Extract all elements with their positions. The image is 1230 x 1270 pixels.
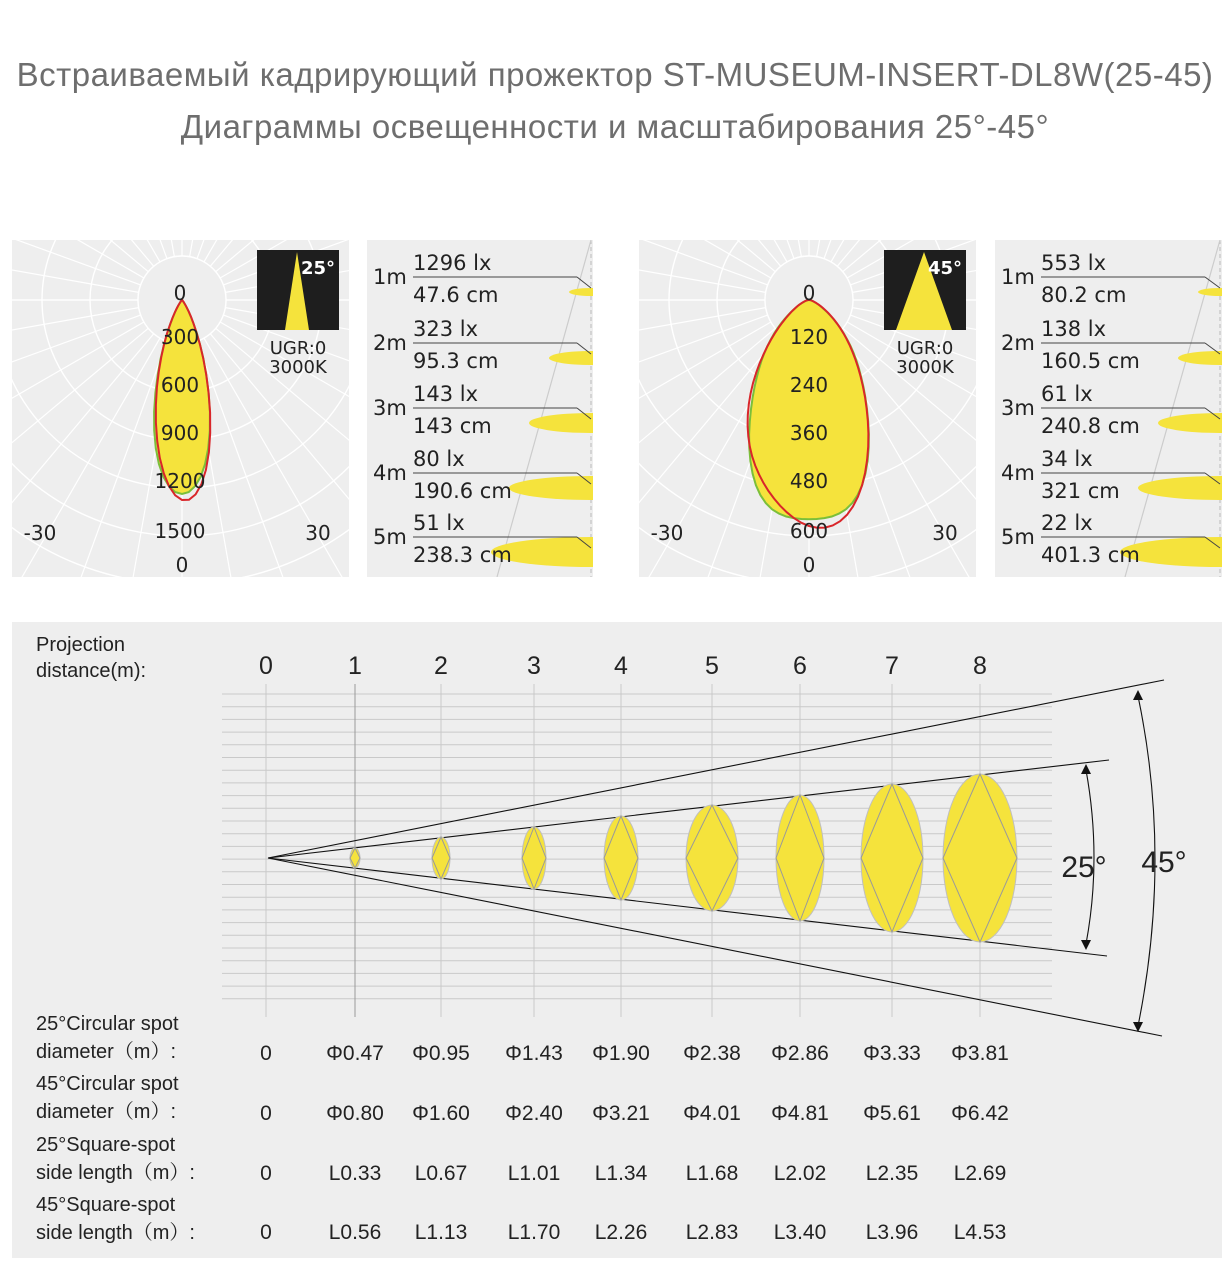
lux-value: 34 lx (1041, 447, 1093, 471)
row-value: L2.83 (685, 1221, 739, 1244)
spot-ellipse (1198, 288, 1222, 296)
distance-value: 0 (259, 652, 273, 680)
diameter-value: 238.3 cm (413, 543, 512, 567)
spot-ellipse (1178, 351, 1222, 365)
polar-spoke (639, 315, 768, 413)
diameter-value: 143 cm (413, 414, 492, 438)
distance-label: 1m (1001, 265, 1035, 289)
row-value: Φ2.86 (771, 1042, 829, 1065)
polar-spoke (639, 240, 775, 272)
polar-spoke (639, 240, 768, 285)
row-label-2: side length（m）: (36, 1162, 195, 1184)
circular-spot (776, 795, 824, 921)
distance-value: 2 (434, 652, 448, 680)
row-value: L2.26 (594, 1221, 648, 1244)
row-value: L2.35 (865, 1162, 919, 1185)
row-value: Φ3.33 (863, 1042, 921, 1065)
row-value: Φ0.95 (412, 1042, 470, 1065)
row-value: 0 (260, 1162, 272, 1185)
lux-value: 143 lx (413, 382, 479, 406)
distance-label: 3m (373, 396, 407, 420)
polar-spoke (12, 240, 148, 272)
ugr-label: UGR:0 (896, 338, 954, 359)
polar-spoke (12, 334, 154, 553)
polar-spoke (639, 240, 781, 266)
circular-spot (350, 848, 360, 868)
polar-spoke (12, 328, 148, 512)
row-label-1: 45°Square-spot (36, 1194, 176, 1216)
row-value: 0 (260, 1042, 272, 1065)
ring-label: 1200 (154, 469, 206, 493)
polar-spoke (12, 315, 141, 413)
diameter-value: 80.2 cm (1041, 283, 1127, 307)
circular-spot (432, 837, 450, 879)
polar-spoke (639, 308, 766, 358)
polar-chart-25 (12, 240, 349, 577)
row-value: L1.34 (594, 1162, 648, 1185)
circular-spot (604, 816, 638, 900)
distance-value: 7 (885, 652, 899, 680)
distance-label: 4m (373, 461, 407, 485)
diameter-value: 47.6 cm (413, 283, 499, 307)
row-value: 0 (260, 1102, 272, 1125)
row-value: Φ4.01 (683, 1102, 741, 1125)
angle-label-right: 30 (932, 521, 958, 545)
row-label-2: side length（m）: (36, 1222, 195, 1244)
row-value: L2.02 (773, 1162, 827, 1185)
lux-value: 22 lx (1041, 511, 1093, 535)
ring-label: 480 (789, 469, 829, 493)
row-value: Φ6.42 (951, 1102, 1009, 1125)
ring-label: 600 (789, 519, 829, 543)
arrow-25-bottom (1081, 940, 1091, 950)
row-value: Φ2.38 (683, 1042, 741, 1065)
lux-value: 1296 lx (413, 251, 492, 275)
cct-label: 3000K (896, 357, 954, 378)
ring-label: 360 (789, 421, 829, 445)
distance-value: 6 (793, 652, 807, 680)
row-value: Φ1.60 (412, 1102, 470, 1125)
distance-label: 2m (373, 331, 407, 355)
distance-value: 4 (614, 652, 628, 680)
distance-label: 4m (1001, 461, 1035, 485)
distance-value: 1 (348, 652, 362, 680)
diameter-value: 160.5 cm (1041, 349, 1140, 373)
row-value: Φ1.43 (505, 1042, 563, 1065)
polar-spoke (17, 240, 160, 262)
row-value: 0 (260, 1221, 272, 1244)
diameter-value: 95.3 cm (413, 349, 499, 373)
circular-spot (522, 827, 546, 889)
diameter-value: 240.8 cm (1041, 414, 1140, 438)
row-label-1: 45°Circular spot (36, 1073, 179, 1095)
angle-label-45: 45° (1141, 846, 1187, 879)
distance-label: 5m (373, 525, 407, 549)
ring-label: 120 (789, 325, 829, 349)
row-label-2: diameter（m）: (36, 1101, 177, 1123)
page-title: Встраиваемый кадрирующий прожектор ST-MUSEUM-INSERT-DL8W(25-45) (16, 56, 1214, 93)
distance-label: 2m (1001, 331, 1035, 355)
row-value: L1.01 (507, 1162, 561, 1185)
row-value: L4.53 (953, 1221, 1007, 1244)
lux-value: 80 lx (413, 447, 465, 471)
diameter-value: 401.3 cm (1041, 543, 1140, 567)
illuminance-chart-45 (995, 240, 1222, 577)
angle-label-right: 30 (305, 521, 331, 545)
beam-angle-icon (257, 250, 339, 330)
distance-header-1: Projection (36, 634, 125, 656)
illuminance-table-45 (995, 240, 1222, 577)
lux-value: 138 lx (1041, 317, 1107, 341)
distance-header-2: distance(m): (36, 660, 147, 682)
row-value: L1.13 (414, 1221, 468, 1244)
bottom-zero-label: 0 (802, 553, 816, 577)
polar-diagram-45 (639, 240, 976, 577)
spot-ellipse (1158, 413, 1222, 433)
beam-angle-icon (884, 250, 966, 330)
polar-spoke (12, 243, 139, 293)
ring-label: 240 (789, 373, 829, 397)
beam-angle-label: 25° (300, 258, 335, 279)
row-value: L1.68 (685, 1162, 739, 1185)
page-subtitle: Диаграммы освещенности и масштабирования 25°-45° (180, 108, 1050, 145)
row-value: L3.96 (865, 1221, 919, 1244)
illuminance-chart-25 (367, 240, 593, 577)
distance-value: 8 (973, 652, 987, 680)
polar-spoke (12, 240, 141, 285)
arrow-25-top (1081, 764, 1091, 774)
row-value: L3.40 (773, 1221, 827, 1244)
arrow-45-top (1133, 690, 1143, 700)
row-value: L2.69 (953, 1162, 1007, 1185)
ugr-label: UGR:0 (269, 338, 327, 359)
circular-spot (861, 784, 923, 932)
row-value: Φ1.90 (592, 1042, 650, 1065)
ring-label: 0 (802, 281, 816, 305)
polar-spoke (12, 308, 139, 358)
row-label-1: 25°Square-spot (36, 1134, 176, 1156)
polar-spoke (125, 240, 175, 257)
zoom-diagram (12, 622, 1222, 1258)
row-value: Φ4.81 (771, 1102, 829, 1125)
polar-spoke (639, 243, 766, 293)
distance-label: 3m (1001, 396, 1035, 420)
zoom-chart (12, 622, 1222, 1258)
lux-value: 323 lx (413, 317, 479, 341)
lux-value: 553 lx (1041, 251, 1107, 275)
distance-label: 5m (1001, 525, 1035, 549)
row-value: Φ0.80 (326, 1102, 384, 1125)
diameter-value: 190.6 cm (413, 479, 512, 503)
row-value: L0.67 (414, 1162, 468, 1185)
ring-label: 900 (160, 421, 200, 445)
row-value: Φ3.21 (592, 1102, 650, 1125)
polar-spoke (817, 240, 867, 257)
lux-value: 61 lx (1041, 382, 1093, 406)
beam-angle-label: 45° (927, 258, 962, 279)
row-value: Φ0.47 (326, 1042, 384, 1065)
row-value: L1.70 (507, 1221, 561, 1244)
distance-label: 1m (373, 265, 407, 289)
row-value: Φ3.81 (951, 1042, 1009, 1065)
distance-value: 5 (705, 652, 719, 680)
spot-ellipse (509, 476, 593, 500)
bottom-zero-label: 0 (175, 553, 189, 577)
row-label-1: 25°Circular spot (36, 1013, 179, 1035)
row-label-2: diameter（m）: (36, 1041, 177, 1063)
row-value: L0.56 (328, 1221, 382, 1244)
polar-diagram-25 (12, 240, 349, 577)
spot-ellipse (569, 288, 593, 296)
polar-spoke (644, 240, 787, 262)
row-value: Φ2.40 (505, 1102, 563, 1125)
polar-spoke (12, 240, 154, 266)
distance-value: 3 (527, 652, 541, 680)
ring-label: 600 (160, 373, 200, 397)
ring-label: 1500 (154, 519, 206, 543)
polar-spoke (190, 240, 240, 257)
angle-label-25: 25° (1061, 851, 1107, 884)
diameter-value: 321 cm (1041, 479, 1120, 503)
illuminance-table-25 (367, 240, 593, 577)
angle-label-left: -30 (23, 521, 57, 545)
ring-label: 300 (160, 325, 200, 349)
polar-chart-45 (639, 240, 976, 577)
cct-label: 3000K (269, 357, 327, 378)
ring-label: 0 (173, 281, 187, 305)
angle-label-left: -30 (650, 521, 684, 545)
spot-ellipse (1138, 476, 1222, 500)
lux-value: 51 lx (413, 511, 465, 535)
polar-spoke (752, 240, 802, 257)
circular-spot (686, 805, 738, 911)
row-value: Φ5.61 (863, 1102, 921, 1125)
row-value: L0.33 (328, 1162, 382, 1185)
circular-spot (943, 774, 1017, 942)
spot-ellipse (549, 351, 593, 365)
